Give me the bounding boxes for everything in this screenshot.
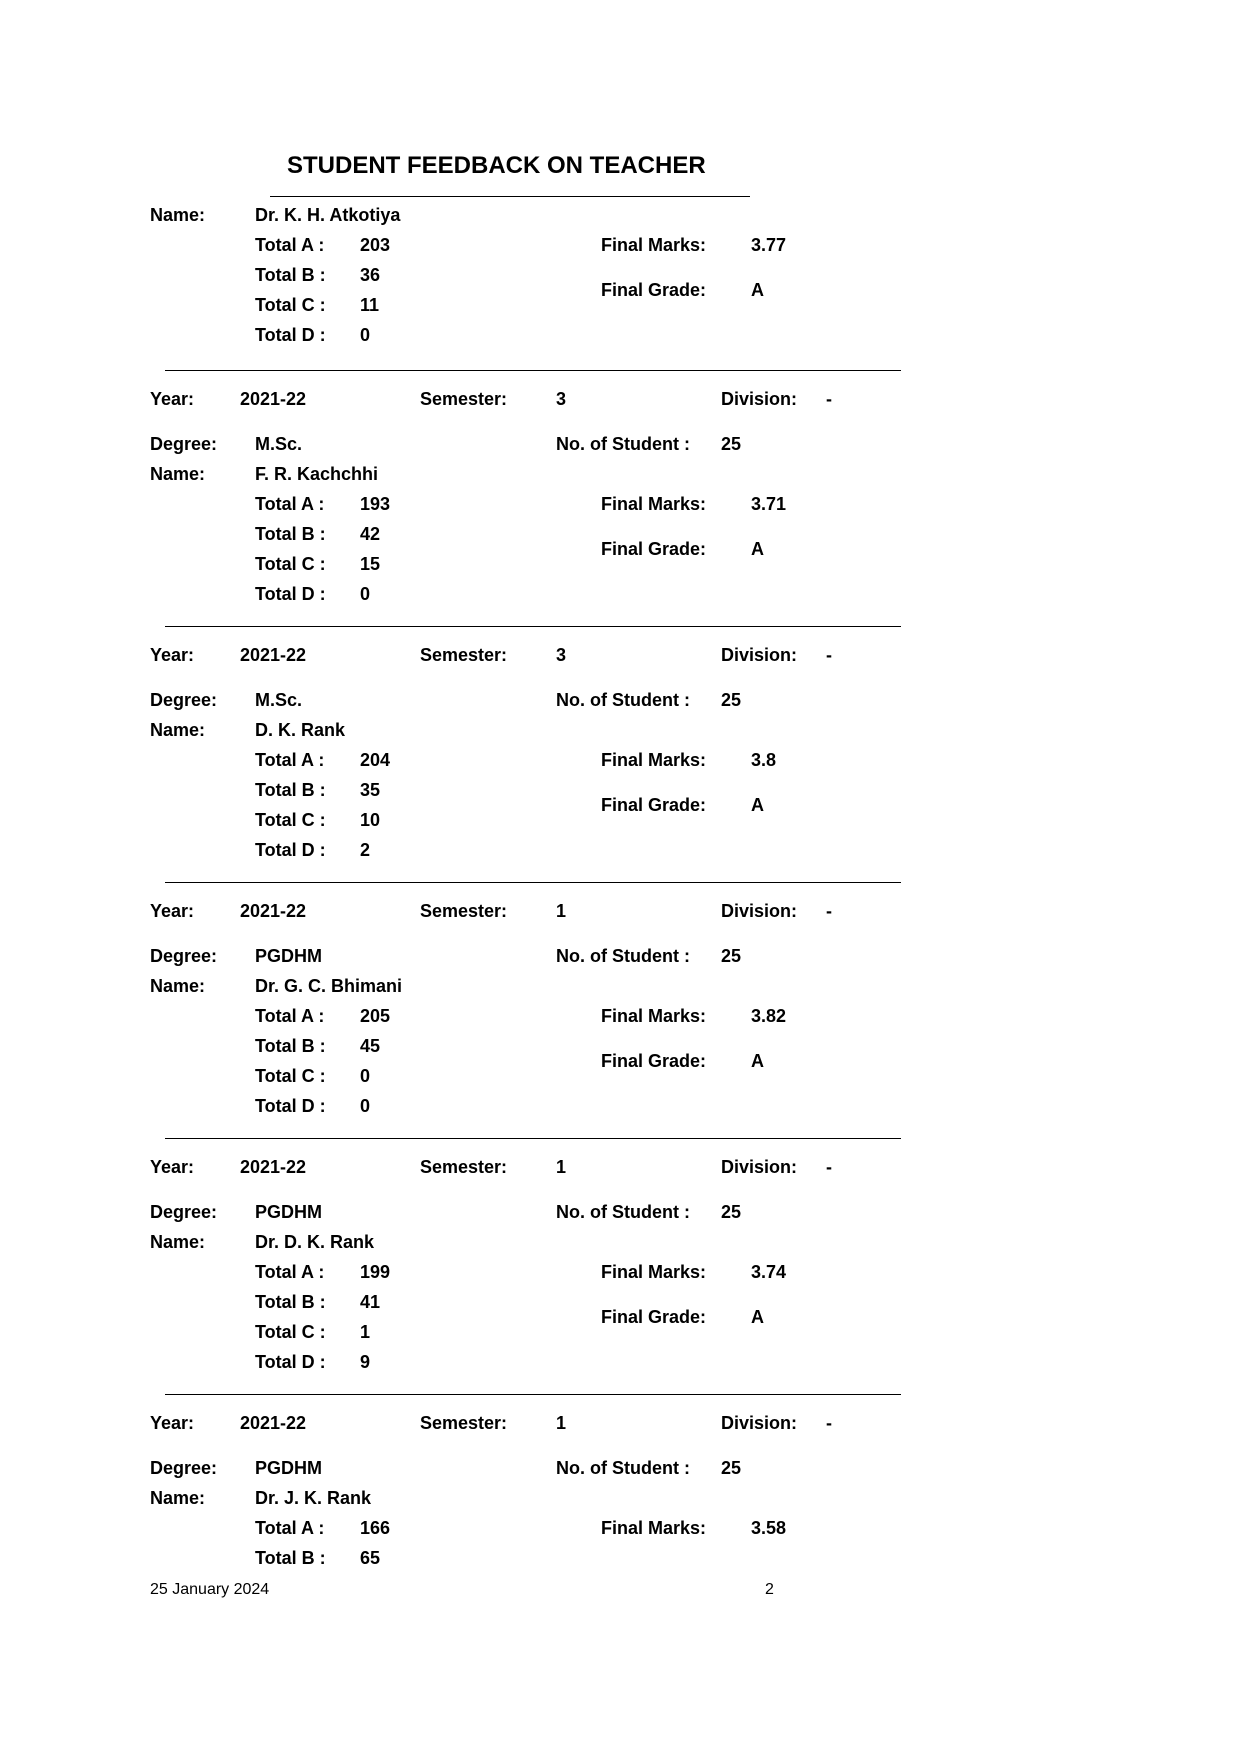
final-grade-label: Final Grade: (601, 280, 707, 300)
total-c-value: 15 (360, 554, 381, 574)
year-label: Year: (150, 1413, 195, 1433)
no-of-student-value: 25 (721, 690, 742, 710)
year-label: Year: (150, 1157, 195, 1177)
teacher-name: D. K. Rank (255, 720, 346, 740)
degree-value: PGDHM (255, 1202, 322, 1222)
semester-label: Semester: (420, 1157, 508, 1177)
year-value: 2021-22 (240, 645, 307, 665)
final-grade-label: Final Grade: (601, 795, 707, 815)
total-c-value: 10 (360, 810, 381, 830)
footer-date: 25 January 2024 (150, 1581, 270, 1598)
division-value: - (826, 645, 832, 665)
final-marks-value: 3.82 (751, 1006, 787, 1026)
division-label: Division: (721, 901, 798, 921)
final-grade-value: A (751, 795, 764, 815)
total-b-label: Total B : (255, 1036, 326, 1056)
year-value: 2021-22 (240, 1157, 307, 1177)
total-d-label: Total D : (255, 1096, 326, 1116)
no-of-student-value: 25 (721, 946, 742, 966)
total-c-value: 0 (360, 1066, 371, 1086)
degree-label: Degree: (150, 690, 218, 710)
total-c-label: Total C : (255, 1066, 326, 1086)
semester-value: 3 (556, 389, 567, 409)
no-of-student-value: 25 (721, 434, 742, 454)
total-a-label: Total A : (255, 1006, 325, 1026)
total-a-label: Total A : (255, 235, 325, 255)
total-d-value: 0 (360, 1096, 371, 1116)
total-a-value: 203 (360, 235, 391, 255)
final-marks-label: Final Marks: (601, 494, 707, 514)
title-underline (270, 196, 750, 197)
total-a-value: 205 (360, 1006, 391, 1026)
no-of-student-label: No. of Student : (556, 434, 690, 454)
final-grade-label: Final Grade: (601, 539, 707, 559)
final-marks-value: 3.58 (751, 1518, 787, 1538)
no-of-student-label: No. of Student : (556, 1458, 690, 1478)
degree-label: Degree: (150, 1458, 218, 1478)
division-value: - (826, 1157, 832, 1177)
total-c-label: Total C : (255, 295, 326, 315)
page-number: 2 (765, 1581, 774, 1598)
division-value: - (826, 389, 832, 409)
total-b-value: 36 (360, 265, 381, 285)
division-label: Division: (721, 1157, 798, 1177)
year-value: 2021-22 (240, 901, 307, 921)
record-divider (165, 1394, 901, 1395)
name-label: Name: (150, 205, 206, 225)
final-grade-value: A (751, 280, 764, 300)
record-divider (165, 626, 901, 627)
final-grade-label: Final Grade: (601, 1307, 707, 1327)
final-marks-value: 3.8 (751, 750, 777, 770)
total-c-label: Total C : (255, 810, 326, 830)
total-a-label: Total A : (255, 494, 325, 514)
total-d-label: Total D : (255, 584, 326, 604)
semester-value: 1 (556, 1413, 567, 1433)
total-c-value: 1 (360, 1322, 371, 1342)
teacher-name: Dr. D. K. Rank (255, 1232, 375, 1252)
total-c-label: Total C : (255, 1322, 326, 1342)
total-a-value: 199 (360, 1262, 391, 1282)
teacher-name: Dr. G. C. Bhimani (255, 976, 403, 996)
total-d-value: 0 (360, 584, 371, 604)
division-label: Division: (721, 645, 798, 665)
degree-label: Degree: (150, 434, 218, 454)
semester-value: 1 (556, 1157, 567, 1177)
record-divider (165, 882, 901, 883)
final-grade-value: A (751, 1307, 764, 1327)
total-d-label: Total D : (255, 1352, 326, 1372)
division-value: - (826, 1413, 832, 1433)
final-marks-value: 3.77 (751, 235, 787, 255)
year-label: Year: (150, 389, 195, 409)
total-a-value: 204 (360, 750, 391, 770)
division-label: Division: (721, 389, 798, 409)
total-d-label: Total D : (255, 325, 326, 345)
total-b-label: Total B : (255, 524, 326, 544)
name-label: Name: (150, 976, 206, 996)
total-c-label: Total C : (255, 554, 326, 574)
final-marks-value: 3.71 (751, 494, 787, 514)
total-d-value: 2 (360, 840, 371, 860)
total-a-label: Total A : (255, 1518, 325, 1538)
semester-label: Semester: (420, 389, 508, 409)
name-label: Name: (150, 720, 206, 740)
record-divider (165, 1138, 901, 1139)
total-d-value: 0 (360, 325, 371, 345)
total-a-value: 193 (360, 494, 391, 514)
year-value: 2021-22 (240, 389, 307, 409)
no-of-student-label: No. of Student : (556, 1202, 690, 1222)
final-grade-value: A (751, 539, 764, 559)
final-grade-label: Final Grade: (601, 1051, 707, 1071)
no-of-student-value: 25 (721, 1202, 742, 1222)
final-marks-label: Final Marks: (601, 1518, 707, 1538)
total-d-label: Total D : (255, 840, 326, 860)
year-label: Year: (150, 901, 195, 921)
total-c-value: 11 (360, 295, 380, 315)
total-b-label: Total B : (255, 265, 326, 285)
name-label: Name: (150, 464, 206, 484)
degree-label: Degree: (150, 946, 218, 966)
teacher-name: Dr. K. H. Atkotiya (255, 205, 401, 225)
total-b-label: Total B : (255, 1548, 326, 1568)
semester-label: Semester: (420, 645, 508, 665)
final-marks-label: Final Marks: (601, 750, 707, 770)
name-label: Name: (150, 1488, 206, 1508)
teacher-name: F. R. Kachchhi (255, 464, 379, 484)
division-label: Division: (721, 1413, 798, 1433)
year-value: 2021-22 (240, 1413, 307, 1433)
degree-value: M.Sc. (255, 690, 303, 710)
total-b-value: 42 (360, 524, 381, 544)
semester-value: 1 (556, 901, 567, 921)
total-a-value: 166 (360, 1518, 391, 1538)
teacher-name: Dr. J. K. Rank (255, 1488, 372, 1508)
year-label: Year: (150, 645, 195, 665)
report-title: STUDENT FEEDBACK ON TEACHER (287, 152, 706, 179)
total-b-value: 65 (360, 1548, 381, 1568)
total-b-label: Total B : (255, 780, 326, 800)
semester-label: Semester: (420, 1413, 508, 1433)
no-of-student-label: No. of Student : (556, 690, 690, 710)
total-b-label: Total B : (255, 1292, 326, 1312)
degree-value: PGDHM (255, 1458, 322, 1478)
record-divider (165, 370, 901, 371)
final-marks-label: Final Marks: (601, 1262, 707, 1282)
total-b-value: 35 (360, 780, 381, 800)
final-marks-label: Final Marks: (601, 1006, 707, 1026)
final-grade-value: A (751, 1051, 764, 1071)
degree-value: M.Sc. (255, 434, 303, 454)
no-of-student-value: 25 (721, 1458, 742, 1478)
total-b-value: 45 (360, 1036, 381, 1056)
semester-value: 3 (556, 645, 567, 665)
total-b-value: 41 (360, 1292, 381, 1312)
no-of-student-label: No. of Student : (556, 946, 690, 966)
total-a-label: Total A : (255, 750, 325, 770)
name-label: Name: (150, 1232, 206, 1252)
final-marks-value: 3.74 (751, 1262, 787, 1282)
semester-label: Semester: (420, 901, 508, 921)
total-a-label: Total A : (255, 1262, 325, 1282)
degree-value: PGDHM (255, 946, 322, 966)
total-d-value: 9 (360, 1352, 371, 1372)
final-marks-label: Final Marks: (601, 235, 707, 255)
division-value: - (826, 901, 832, 921)
degree-label: Degree: (150, 1202, 218, 1222)
